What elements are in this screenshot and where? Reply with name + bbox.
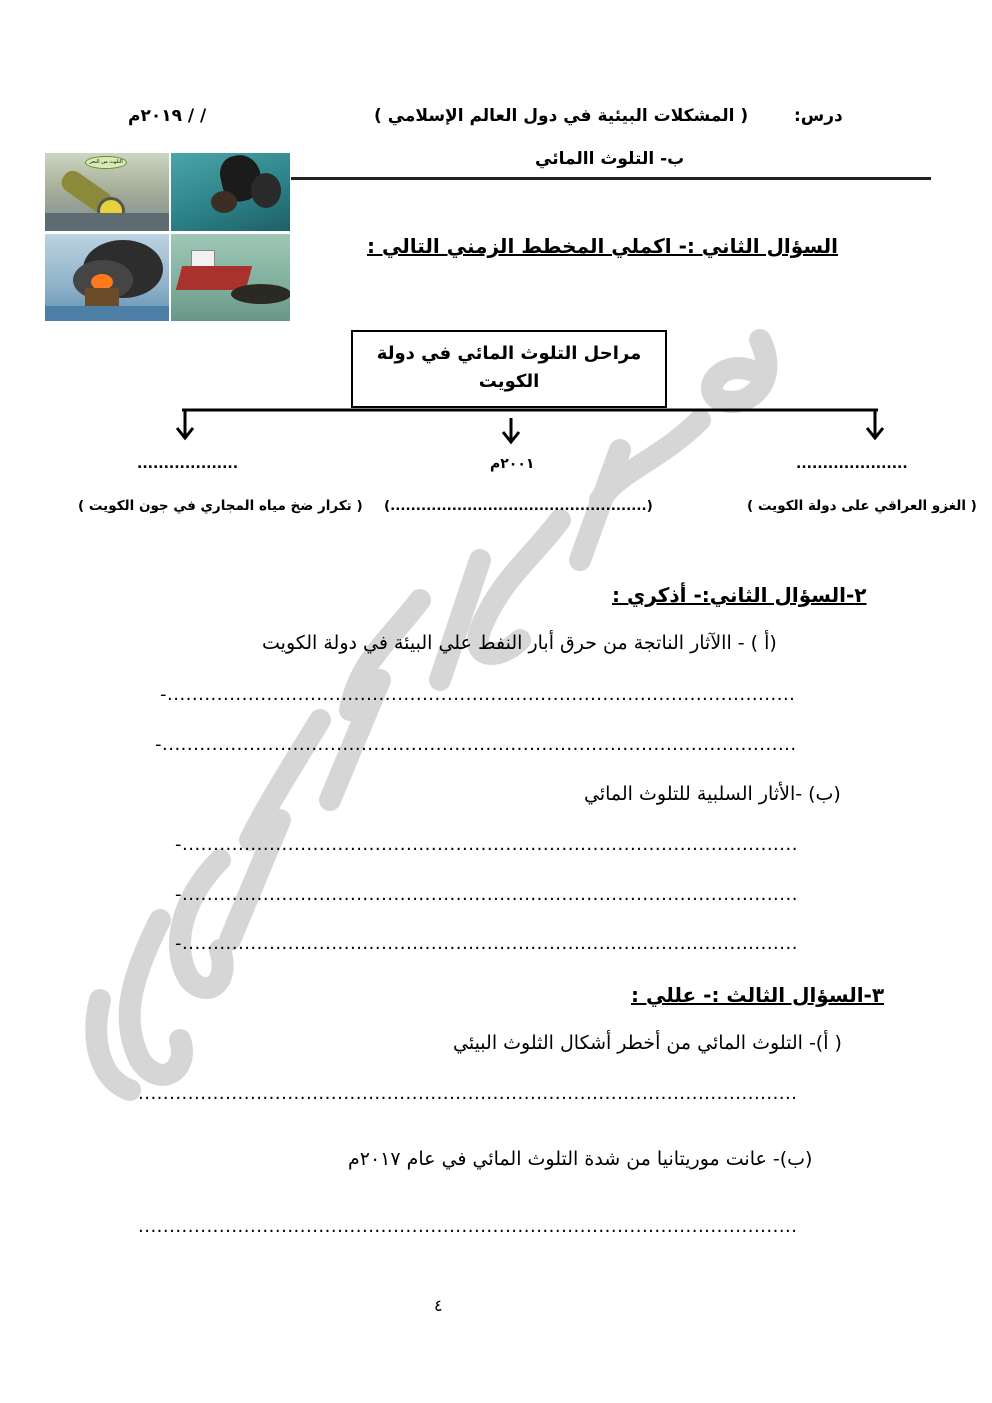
photo-pipe-pollution — [45, 153, 169, 231]
answer-line-a2[interactable]: -...................................................................................................... — [155, 734, 797, 755]
date-field: / / ٢٠١٩م — [128, 106, 207, 126]
page-number: ٤ — [434, 1296, 443, 1315]
timeline-year-2001: ٢٠٠١م — [490, 456, 535, 472]
timeline-center-box: مراحل التلوث المائي في دولة الكويت — [351, 330, 667, 408]
mention-part-a: (أ ) - االآثار الناتجة من حرق أبار النفط علي البيئة في دولة الكويت — [262, 632, 777, 654]
answer-line-explain-b[interactable]: .......................................................................................................... — [138, 1216, 798, 1237]
timeline-question-title: السؤال الثاني :- اكملي المخطط الزمني التالي : — [367, 234, 839, 258]
mention-question-title: ٢-السؤال الثاني:- أذكري : — [612, 583, 867, 607]
timeline-caption-blank: (..................................................) — [384, 498, 653, 514]
timeline-caption-invasion: ( الغزو العراقي على دولة الكويت ) — [747, 498, 977, 514]
answer-line-b2[interactable]: -................................................................................................... — [175, 884, 798, 905]
photo-rig-fire — [45, 234, 169, 321]
timeline-blank-3: ................... — [137, 456, 239, 472]
explain-question-title: ٣-السؤال الثالث :- عللي : — [631, 983, 885, 1007]
photo-tanker-oil — [171, 234, 290, 321]
explain-part-b: (ب)- عانت موريتانيا من شدة التلوث المائي في عام ٢٠١٧م — [348, 1148, 813, 1170]
header-divider — [291, 177, 931, 180]
lesson-title: ( المشكلات البيئية في دول العالم الإسلامي ) — [374, 106, 749, 126]
mention-part-b: (ب) -الأثار السلبية للتلوث المائي — [584, 783, 841, 805]
timeline-arrows — [170, 404, 890, 450]
explain-part-a: ( أ)- التلوث المائي من أخطر أشكال الثلوث البيئي — [453, 1032, 842, 1054]
answer-line-b3[interactable]: -................................................................................................... — [175, 933, 798, 954]
answer-line-b1[interactable]: -................................................................................................... — [175, 834, 798, 855]
timeline-caption-sewage: ( تكرار ضخ مياه المجاري في جون الكويت ) — [78, 498, 363, 514]
lesson-label: درس: — [794, 106, 843, 126]
lesson-subtitle: ب- التلوث االمائي — [535, 149, 685, 169]
answer-line-a1[interactable]: -..................................................................................................... — [160, 684, 796, 705]
answer-line-explain-a[interactable]: .......................................................................................................... — [138, 1083, 798, 1104]
timeline-blank-1: ..................... — [796, 456, 908, 472]
photo-badge: التلوث من البحر — [85, 156, 127, 169]
photo-oil-slick — [171, 153, 290, 231]
